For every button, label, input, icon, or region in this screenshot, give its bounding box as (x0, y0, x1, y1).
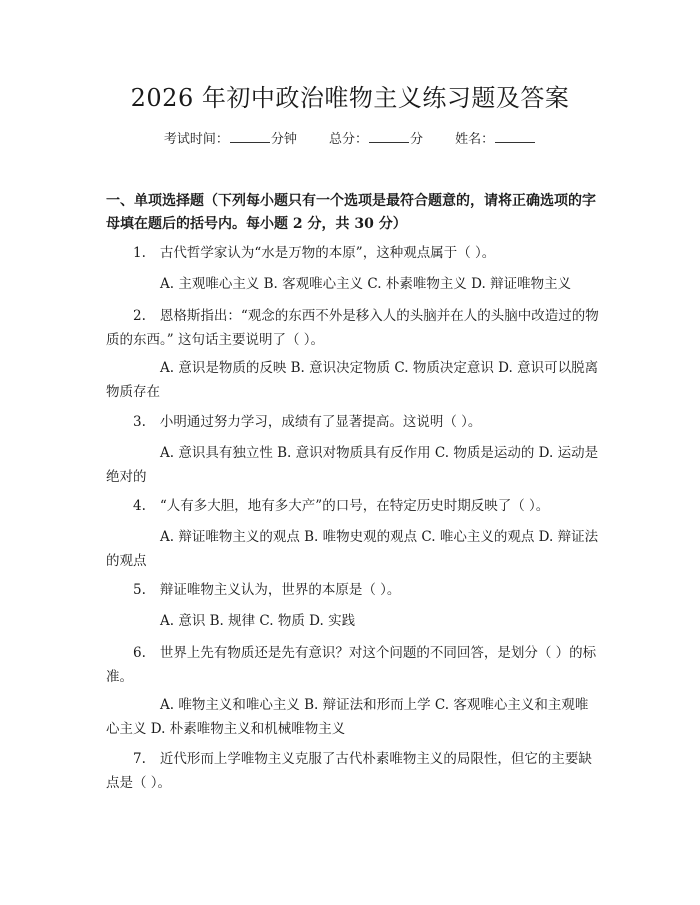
name-label: 姓名： (455, 132, 495, 147)
total-score-blank (369, 130, 409, 143)
exam-time-unit: 分钟 (270, 132, 297, 147)
question-number: 5. (133, 582, 146, 598)
question-stem: 古代哲学家认为“水是万物的本原”，这种观点属于（ ）。 (159, 245, 496, 261)
name-field (455, 132, 536, 147)
total-score-unit: 分 (410, 132, 424, 147)
question-stem: 世界上先有物质还是先有意识？对这个问题的不同回答，是划分（ ）的标准。 (106, 645, 597, 685)
question-number: 4. (133, 498, 146, 514)
question-number: 7. (133, 751, 146, 767)
question-stem: 恩格斯指出：“观念的东西不外是移入人的头脑并在人的头脑中改造过的物质的东西。” 这句话主要说明了（ ）。 (106, 308, 599, 348)
section-heading: 一、单项选择题（下列每小题只有一个选项是最符合题意的，请将正确选项的字母填在题后的括号内。每小题 2 分，共 30 分） (106, 193, 596, 232)
question-number: 3. (133, 414, 146, 430)
question-stem: 辩证唯物主义认为，世界的本原是（ ）。 (159, 582, 401, 598)
page-title: 2026 年初中政治唯物主义练习题及答案 (130, 84, 570, 112)
question-options: A. 主观唯心主义 B. 客观唯心主义 C. 朴素唯物主义 D. 辩证唯物主义 (160, 276, 572, 292)
question-options: A. 辩证唯物主义的观点 B. 唯物史观的观点 C. 唯心主义的观点 D. 辩证法的观点 (106, 529, 599, 569)
question-options: A. 意识 B. 规律 C. 物质 D. 实践 (160, 613, 356, 629)
question-options: A. 唯物主义和唯心主义 B. 辩证法和形而上学 C. 客观唯心主义和主观唯心主义 D. 朴素唯物主义和机械唯物主义 (106, 697, 589, 737)
question-item (106, 304, 600, 352)
question-stem: 小明通过努力学习，成绩有了显著提高。这说明（ ）。 (159, 414, 482, 430)
question-number: 2. (133, 308, 146, 324)
name-blank (495, 130, 535, 143)
question-number: 6. (133, 645, 146, 661)
question-item (106, 578, 600, 602)
question-item (106, 641, 600, 689)
total-score-field (329, 132, 423, 147)
question-item (106, 241, 600, 265)
question-stem: “人有多大胆，地有多大产”的口号，在特定历史时期反映了（ ）。 (159, 498, 550, 514)
question-options: A. 意识具有独立性 B. 意识对物质具有反作用 C. 物质是运动的 D. 运动是绝对的 (106, 445, 599, 485)
exam-time-field (164, 132, 297, 147)
question-item (106, 494, 600, 518)
question-number: 1. (133, 245, 146, 261)
exam-time-blank (230, 130, 270, 143)
question-options: A. 意识是物质的反映 B. 意识决定物质 C. 物质决定意识 D. 意识可以脱离物质存在 (106, 360, 599, 400)
total-score-label: 总分： (328, 132, 368, 147)
question-item (106, 747, 600, 795)
exam-time-label: 考试时间： (163, 132, 229, 147)
exam-info-line (0, 130, 700, 150)
question-stem: 近代形而上学唯物主义克服了古代朴素唯物主义的局限性，但它的主要缺点是（ ）。 (106, 751, 592, 791)
question-item (106, 410, 600, 434)
